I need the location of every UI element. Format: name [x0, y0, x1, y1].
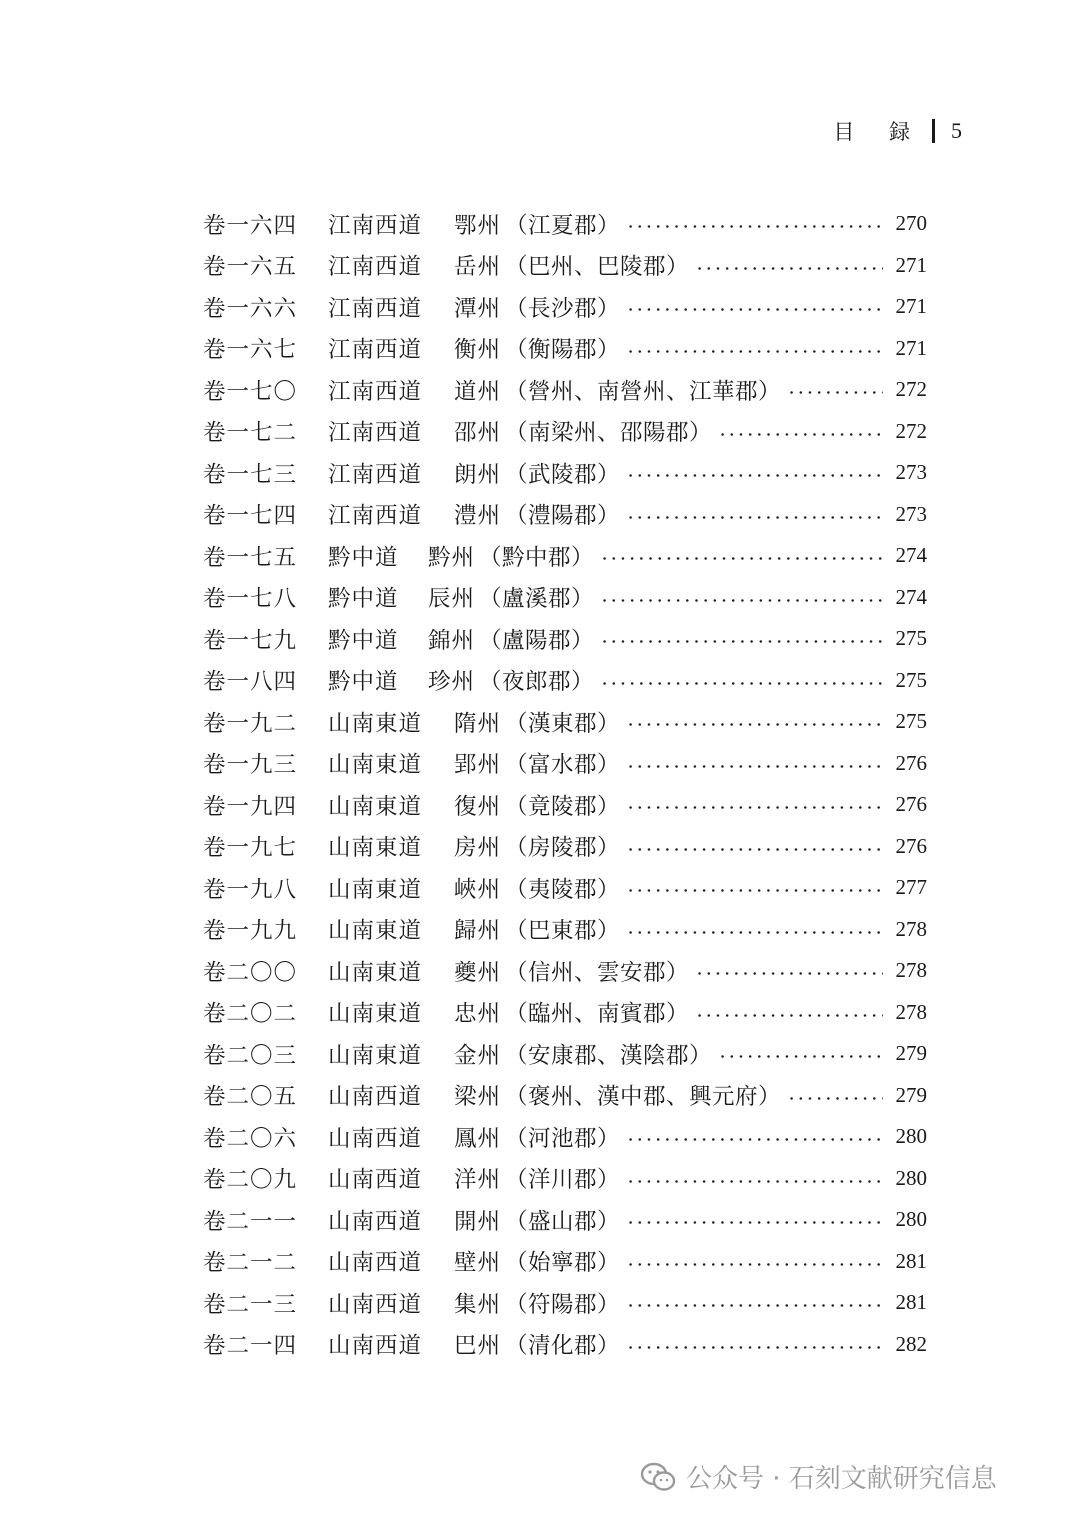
toc-entry[interactable]: [203, 1033, 927, 1075]
prefecture-name: 開州: [454, 1208, 502, 1235]
entry-page-number: 279: [895, 1041, 927, 1066]
toc-entry[interactable]: [203, 909, 927, 951]
watermark-text: 公众号 · 石刻文献研究信息: [686, 1464, 997, 1494]
circuit-name: 山南西道: [328, 1208, 423, 1235]
toc-entry[interactable]: [203, 743, 927, 785]
toc-entry[interactable]: [203, 203, 927, 245]
watermark: [640, 1458, 997, 1495]
prefecture-name: 隋州: [454, 710, 502, 737]
alternate-names: （漢東郡）: [505, 710, 621, 737]
alternate-names: （南梁州、邵陽郡）: [505, 420, 713, 447]
prefecture-name: 辰州: [428, 586, 476, 613]
volume-label: 卷一七〇: [203, 378, 298, 405]
prefecture-name: 珍州: [428, 669, 476, 696]
volume-label: 卷二〇〇: [203, 959, 298, 986]
entry-page-number: 272: [895, 377, 927, 402]
header-divider: [932, 119, 935, 143]
dot-leader: [695, 267, 883, 270]
alternate-names: （河池郡）: [505, 1125, 621, 1152]
alternate-names: （夜郎郡）: [479, 669, 595, 696]
alternate-names: （長沙郡）: [505, 295, 621, 322]
alternate-names: （盛山郡）: [505, 1208, 621, 1235]
dot-leader: [626, 806, 883, 809]
circuit-name: 江南西道: [328, 378, 423, 405]
prefecture-name: 岳州: [454, 254, 502, 281]
circuit-name: 江南西道: [328, 212, 423, 239]
prefecture-name: 衡州: [454, 337, 502, 364]
volume-label: 卷二〇六: [203, 1125, 298, 1152]
toc-entry[interactable]: [203, 950, 927, 992]
circuit-name: 山南東道: [328, 1001, 423, 1028]
toc-entry[interactable]: [203, 1158, 927, 1200]
circuit-name: 山南西道: [328, 1291, 423, 1318]
circuit-name: 黔中道: [328, 586, 399, 613]
volume-label: 卷一九九: [203, 918, 298, 945]
prefecture-name: 壁州: [454, 1250, 502, 1277]
prefecture-name: 金州: [454, 1042, 502, 1069]
toc-entry[interactable]: [203, 826, 927, 868]
alternate-names: （始寧郡）: [505, 1250, 621, 1277]
dot-leader: [626, 1263, 883, 1266]
alternate-names: （營州、南營州、江華郡）: [505, 378, 782, 405]
circuit-name: 江南西道: [328, 295, 423, 322]
entry-page-number: 274: [895, 584, 927, 609]
dot-leader: [626, 889, 883, 892]
prefecture-name: 歸州: [454, 918, 502, 945]
entry-page-number: 275: [895, 667, 927, 692]
prefecture-name: 鄂州: [454, 212, 502, 239]
entry-page-number: 279: [895, 1082, 927, 1107]
entry-page-number: 273: [895, 460, 927, 485]
entry-page-number: 271: [895, 294, 927, 319]
dot-leader: [600, 557, 883, 560]
prefecture-name: 忠州: [454, 1001, 502, 1028]
entry-page-number: 277: [895, 875, 927, 900]
entry-page-number: 270: [895, 211, 927, 236]
prefecture-name: 洋州: [454, 1167, 502, 1194]
toc-entry[interactable]: [203, 1282, 927, 1324]
entry-page-number: 280: [895, 1165, 927, 1190]
circuit-name: 山南東道: [328, 835, 423, 862]
volume-label: 卷一七五: [203, 544, 298, 571]
prefecture-name: 峽州: [454, 876, 502, 903]
entry-page-number: 274: [895, 543, 927, 568]
circuit-name: 山南東道: [328, 918, 423, 945]
alternate-names: （江夏郡）: [505, 212, 621, 239]
toc-entry[interactable]: [203, 1241, 927, 1283]
circuit-name: 山南東道: [328, 793, 423, 820]
dot-leader: [626, 1180, 883, 1183]
volume-label: 卷二〇五: [203, 1084, 298, 1111]
dot-leader: [626, 848, 883, 851]
prefecture-name: 夔州: [454, 959, 502, 986]
entry-page-number: 276: [895, 792, 927, 817]
alternate-names: （武陵郡）: [505, 461, 621, 488]
toc-entry[interactable]: [203, 411, 927, 453]
alternate-names: （巴州、巴陵郡）: [505, 254, 690, 281]
prefecture-name: 邵州: [454, 420, 502, 447]
circuit-name: 山南西道: [328, 1250, 423, 1277]
toc-entry[interactable]: [203, 701, 927, 743]
circuit-name: 山南西道: [328, 1167, 423, 1194]
dot-leader: [718, 1055, 883, 1058]
entry-page-number: 276: [895, 750, 927, 775]
volume-label: 卷一九四: [203, 793, 298, 820]
toc-entry[interactable]: [203, 245, 927, 287]
toc-entry[interactable]: [203, 1116, 927, 1158]
toc-entry[interactable]: [203, 369, 927, 411]
dot-leader: [695, 972, 883, 975]
circuit-name: 山南西道: [328, 1084, 423, 1111]
volume-label: 卷一六六: [203, 295, 298, 322]
section-title: 目 録: [833, 120, 924, 144]
prefecture-name: 巴州: [454, 1333, 502, 1360]
circuit-name: 山南東道: [328, 752, 423, 779]
page-number: 5: [951, 118, 962, 143]
circuit-name: 江南西道: [328, 503, 423, 530]
entry-page-number: 278: [895, 999, 927, 1024]
alternate-names: （安康郡、漢陰郡）: [505, 1042, 713, 1069]
volume-label: 卷二一三: [203, 1291, 298, 1318]
alternate-names: （巴東郡）: [505, 918, 621, 945]
entry-page-number: 271: [895, 335, 927, 360]
entry-page-number: 281: [895, 1290, 927, 1315]
prefecture-name: 鳳州: [454, 1125, 502, 1152]
prefecture-name: 錦州: [428, 627, 476, 654]
alternate-names: （黔中郡）: [479, 544, 595, 571]
alternate-names: （臨州、南賓郡）: [505, 1001, 690, 1028]
entry-page-number: 280: [895, 1124, 927, 1149]
volume-label: 卷二〇九: [203, 1167, 298, 1194]
volume-label: 卷一六七: [203, 337, 298, 364]
dot-leader: [718, 433, 883, 436]
toc-entry[interactable]: [203, 618, 927, 660]
circuit-name: 江南西道: [328, 420, 423, 447]
wechat-icon: [640, 1462, 676, 1492]
volume-label: 卷一六四: [203, 212, 298, 239]
dot-leader: [787, 391, 883, 394]
circuit-name: 江南西道: [328, 337, 423, 364]
circuit-name: 黔中道: [328, 627, 399, 654]
alternate-names: （清化郡）: [505, 1333, 621, 1360]
entry-page-number: 272: [895, 418, 927, 443]
prefecture-name: 房州: [454, 835, 502, 862]
dot-leader: [626, 308, 883, 311]
circuit-name: 黔中道: [328, 669, 399, 696]
volume-label: 卷二一四: [203, 1333, 298, 1360]
toc-entry[interactable]: [203, 328, 927, 370]
dot-leader: [626, 474, 883, 477]
dot-leader: [626, 723, 883, 726]
table-of-contents: [203, 203, 927, 1365]
alternate-names: （衡陽郡）: [505, 337, 621, 364]
volume-label: 卷一七四: [203, 503, 298, 530]
entry-page-number: 278: [895, 916, 927, 941]
toc-entry[interactable]: [203, 535, 927, 577]
entry-page-number: 273: [895, 501, 927, 526]
dot-leader: [626, 350, 883, 353]
toc-entry[interactable]: [203, 1199, 927, 1241]
circuit-name: 山南東道: [328, 876, 423, 903]
dot-leader: [626, 516, 883, 519]
prefecture-name: 潭州: [454, 295, 502, 322]
volume-label: 卷一七三: [203, 461, 298, 488]
prefecture-name: 集州: [454, 1291, 502, 1318]
entry-page-number: 271: [895, 252, 927, 277]
toc-entry[interactable]: [203, 784, 927, 826]
alternate-names: （信州、雲安郡）: [505, 959, 690, 986]
entry-page-number: 281: [895, 1248, 927, 1273]
dot-leader: [626, 225, 883, 228]
dot-leader: [695, 1014, 883, 1017]
alternate-names: （盧溪郡）: [479, 586, 595, 613]
volume-label: 卷一九八: [203, 876, 298, 903]
running-header: [833, 116, 962, 146]
toc-entry[interactable]: [203, 1075, 927, 1117]
volume-label: 卷一八四: [203, 669, 298, 696]
prefecture-name: 梁州: [454, 1084, 502, 1111]
prefecture-name: 澧州: [454, 503, 502, 530]
alternate-names: （竟陵郡）: [505, 793, 621, 820]
volume-label: 卷一六五: [203, 254, 298, 281]
prefecture-name: 郢州: [454, 752, 502, 779]
circuit-name: 黔中道: [328, 544, 399, 571]
volume-label: 卷一七八: [203, 586, 298, 613]
circuit-name: 山南西道: [328, 1333, 423, 1360]
toc-entry[interactable]: [203, 494, 927, 536]
dot-leader: [600, 640, 883, 643]
volume-label: 卷一九二: [203, 710, 298, 737]
toc-entry[interactable]: [203, 660, 927, 702]
circuit-name: 江南西道: [328, 461, 423, 488]
alternate-names: （夷陵郡）: [505, 876, 621, 903]
volume-label: 卷一九三: [203, 752, 298, 779]
alternate-names: （符陽郡）: [505, 1291, 621, 1318]
alternate-names: （盧陽郡）: [479, 627, 595, 654]
prefecture-name: 黔州: [428, 544, 476, 571]
prefecture-name: 朗州: [454, 461, 502, 488]
volume-label: 卷二〇三: [203, 1042, 298, 1069]
volume-label: 卷二一二: [203, 1250, 298, 1277]
volume-label: 卷一七二: [203, 420, 298, 447]
circuit-name: 山南西道: [328, 1125, 423, 1152]
volume-label: 卷二〇二: [203, 1001, 298, 1028]
alternate-names: （富水郡）: [505, 752, 621, 779]
entry-page-number: 275: [895, 626, 927, 651]
circuit-name: 山南東道: [328, 710, 423, 737]
toc-entry[interactable]: [203, 992, 927, 1034]
alternate-names: （褒州、漢中郡、興元府）: [505, 1084, 782, 1111]
dot-leader: [626, 1304, 883, 1307]
circuit-name: 山南東道: [328, 1042, 423, 1069]
dot-leader: [626, 765, 883, 768]
circuit-name: 江南西道: [328, 254, 423, 281]
alternate-names: （房陵郡）: [505, 835, 621, 862]
toc-entry[interactable]: [203, 1324, 927, 1366]
toc-entry[interactable]: [203, 577, 927, 619]
entry-page-number: 276: [895, 833, 927, 858]
volume-label: 卷一九七: [203, 835, 298, 862]
dot-leader: [626, 931, 883, 934]
entry-page-number: 280: [895, 1207, 927, 1232]
dot-leader: [626, 1138, 883, 1141]
dot-leader: [600, 599, 883, 602]
alternate-names: （澧陽郡）: [505, 503, 621, 530]
toc-entry[interactable]: [203, 286, 927, 328]
entry-page-number: 275: [895, 709, 927, 734]
prefecture-name: 道州: [454, 378, 502, 405]
toc-entry[interactable]: [203, 867, 927, 909]
dot-leader: [626, 1221, 883, 1224]
circuit-name: 山南東道: [328, 959, 423, 986]
volume-label: 卷二一一: [203, 1208, 298, 1235]
alternate-names: （洋川郡）: [505, 1167, 621, 1194]
dot-leader: [626, 1346, 883, 1349]
prefecture-name: 復州: [454, 793, 502, 820]
volume-label: 卷一七九: [203, 627, 298, 654]
dot-leader: [600, 682, 883, 685]
toc-entry[interactable]: [203, 452, 927, 494]
entry-page-number: 282: [895, 1331, 927, 1356]
dot-leader: [787, 1097, 883, 1100]
entry-page-number: 278: [895, 958, 927, 983]
